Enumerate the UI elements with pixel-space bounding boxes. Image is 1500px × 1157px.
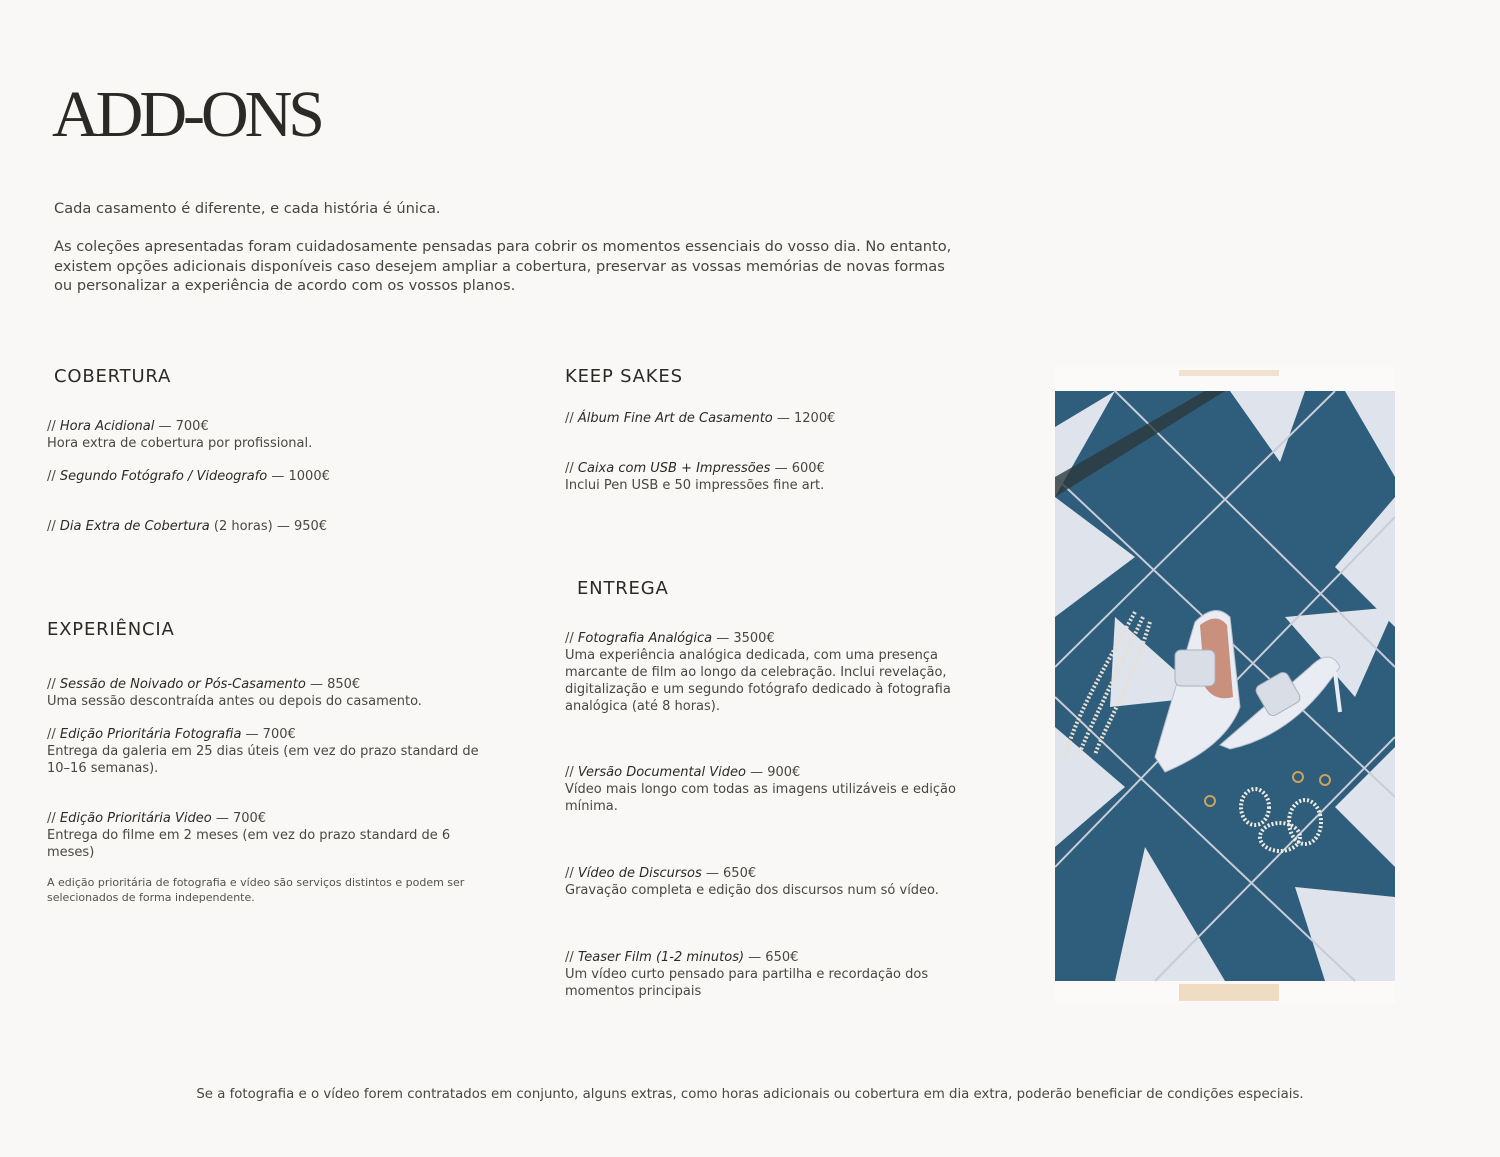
- addon-description: Entrega da galeria em 25 dias úteis (em vez do prazo standard de 10–16 semanas).: [47, 744, 479, 776]
- addon-description: Hora extra de cobertura por profissional.: [47, 436, 313, 451]
- footer-note: Se a fotografia e o vídeo forem contratados em conjunto, alguns extras, como horas adicionais ou cobertura em dia extra, poderão beneficiar de condições especiais.: [196, 1087, 1304, 1102]
- addon-description: Inclui Pen USB e 50 impressões fine art.: [565, 478, 825, 493]
- addon-price: — 650€: [701, 866, 757, 881]
- bridal-shoes-photo: [1055, 367, 1395, 1003]
- addon-item: // Edição Prioritária Fotografia — 700€ Entrega da galeria em 25 dias úteis (em vez do prazo standard de 10–16 semanas).: [47, 726, 487, 777]
- section-heading-experiencia: EXPERIÊNCIA: [47, 619, 175, 640]
- addon-price: — 1000€: [267, 469, 330, 484]
- addon-description: Entrega do filme em 2 meses (em vez do prazo standard de 6 meses): [47, 828, 451, 860]
- section-heading-cobertura: COBERTURA: [54, 366, 172, 387]
- addon-item: // Álbum Fine Art de Casamento — 1200€: [565, 411, 836, 426]
- addon-item: // Fotografia Analógica — 3500€ Uma experiência analógica dedicada, com uma presença marcante de film ao longo da celebração. Inclui revelação, digitalização e um segundo fotógrafo dedicado à fotografia analógica (até 8 horas).: [565, 630, 965, 715]
- addon-item: // Teaser Film (1-2 minutos) — 650€ Um vídeo curto pensado para partilha e recordação dos momentos principais: [565, 949, 965, 1000]
- addon-item: // Hora Acidional — 700€ Hora extra de cobertura por profissional.: [47, 419, 313, 451]
- addon-name: Caixa com USB + Impressões: [577, 461, 771, 476]
- addon-name: Dia Extra de Cobertura: [59, 519, 210, 534]
- addon-price: — 1200€: [772, 411, 836, 426]
- intro-paragraph: Cada casamento é diferente, e cada história é única.: [54, 200, 441, 217]
- addon-price: — 3500€: [712, 631, 775, 646]
- addon-name: Segundo Fotógrafo / Videografo: [59, 469, 268, 484]
- addon-item: // Sessão de Noivado or Pós-Casamento — 850€ Uma sessão descontraída antes ou depois do casamento.: [47, 676, 487, 710]
- addon-description: Gravação completa e edição dos discursos num só vídeo.: [565, 883, 939, 898]
- addon-description: Uma sessão descontraída antes ou depois do casamento.: [47, 694, 422, 709]
- intro-text: [54, 199, 954, 314]
- addon-item: // Caixa com USB + Impressões — 600€ Inclui Pen USB e 50 impressões fine art.: [565, 461, 825, 493]
- addon-price: — 900€: [745, 765, 801, 780]
- addon-price: — 650€: [744, 950, 799, 965]
- addon-extra: (2 horas): [209, 519, 273, 534]
- page-title: ADD-ONS: [52, 78, 321, 151]
- addon-name: Versão Documental Video: [577, 765, 746, 780]
- addon-price: — 700€: [211, 811, 267, 826]
- addon-item: // Versão Documental Video — 900€ Vídeo mais longo com todas as imagens utilizáveis e edição mínima.: [565, 764, 965, 815]
- addon-item: // Vídeo de Discursos — 650€ Gravação completa e edição dos discursos num só vídeo.: [565, 865, 965, 899]
- intro-paragraph: As coleções apresentadas foram cuidadosamente pensadas para cobrir os momentos essenciais do vosso dia. No entanto, existem opções adicionais disponíveis caso desejem ampliar a cobertura, preservar as vossas memórias de novas formas ou personalizar a experiência de acordo com os vossos planos.: [54, 238, 952, 294]
- addon-price: — 950€: [272, 519, 328, 534]
- addon-price: — 850€: [305, 677, 361, 692]
- addon-item: // Edição Prioritária Video — 700€ Entrega do filme em 2 meses (em vez do prazo standard de 6 meses): [47, 810, 467, 861]
- addon-name: Teaser Film (1-2 minutos): [577, 950, 745, 965]
- addon-item: // Segundo Fotógrafo / Videografo — 1000€: [47, 469, 330, 484]
- addon-name: Sessão de Noivado or Pós-Casamento: [59, 677, 306, 692]
- addon-name: Fotografia Analógica: [577, 631, 713, 646]
- section-heading-entrega: ENTREGA: [577, 578, 669, 599]
- addon-description: Vídeo mais longo com todas as imagens utilizáveis e edição mínima.: [565, 782, 956, 814]
- addon-name: Edição Prioritária Fotografia: [59, 727, 242, 742]
- section-heading-keepsakes: KEEP SAKES: [565, 366, 683, 387]
- experiencia-note: A edição prioritária de fotografia e vídeo são serviços distintos e podem ser selecionados de forma independente.: [47, 876, 465, 904]
- addon-name: Vídeo de Discursos: [577, 866, 702, 881]
- addon-price: — 600€: [770, 461, 825, 476]
- addon-price: — 700€: [241, 727, 296, 742]
- addon-name: Álbum Fine Art de Casamento: [577, 411, 773, 426]
- addon-description: Um vídeo curto pensado para partilha e recordação dos momentos principais: [565, 967, 929, 999]
- addon-price: — 700€: [154, 419, 209, 434]
- addon-name: Edição Prioritária Video: [59, 811, 212, 826]
- addon-description: Uma experiência analógica dedicada, com uma presença marcante de film ao longo da celebração. Inclui revelação, digitalização e um segundo fotógrafo dedicado à fotografia analógica (até 8 horas).: [565, 648, 951, 714]
- addon-item: // Dia Extra de Cobertura (2 horas) — 950€: [47, 519, 328, 534]
- addon-name: Hora Acidional: [59, 419, 155, 434]
